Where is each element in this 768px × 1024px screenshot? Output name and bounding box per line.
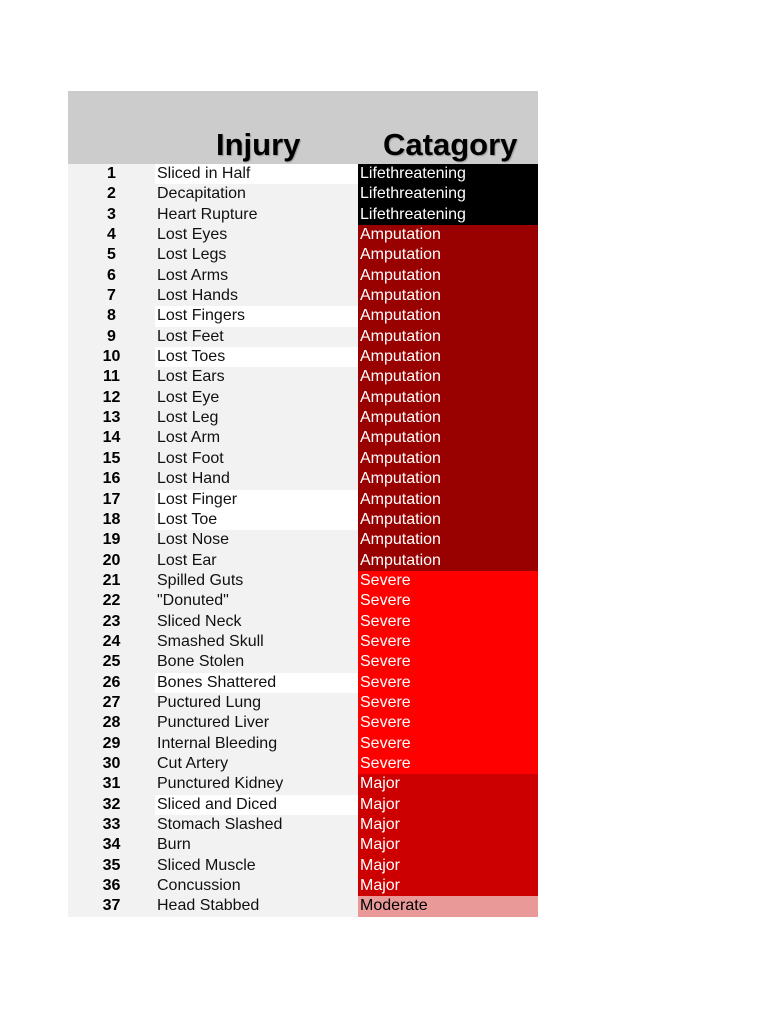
table-row [68, 591, 538, 611]
table-row [68, 754, 538, 774]
category-cell: Lifethreatening [358, 184, 538, 204]
table-row [68, 306, 538, 326]
table-row [68, 774, 538, 794]
category-cell: Severe [358, 734, 538, 754]
table-row [68, 164, 538, 184]
row-number: 11 [68, 367, 155, 387]
row-number: 25 [68, 652, 155, 672]
category-cell: Amputation [358, 306, 538, 326]
row-number: 20 [68, 551, 155, 571]
row-number: 21 [68, 571, 155, 591]
injury-cell: Cut Artery [155, 754, 358, 774]
injury-cell: Lost Legs [155, 245, 358, 265]
category-cell: Amputation [358, 551, 538, 571]
category-cell: Amputation [358, 428, 538, 448]
injury-cell: Sliced and Diced [155, 795, 358, 815]
injury-cell: Spilled Guts [155, 571, 358, 591]
row-number: 8 [68, 306, 155, 326]
table-row [68, 347, 538, 367]
injury-cell: Lost Fingers [155, 306, 358, 326]
injury-column-header: Injury [216, 127, 301, 162]
injury-cell: Decapitation [155, 184, 358, 204]
table-body [68, 164, 538, 917]
injury-cell: Lost Arms [155, 266, 358, 286]
category-cell: Amputation [358, 266, 538, 286]
injury-cell: Punctured Kidney [155, 774, 358, 794]
row-number: 3 [68, 205, 155, 225]
injury-cell: Smashed Skull [155, 632, 358, 652]
table-row [68, 367, 538, 387]
row-number: 34 [68, 835, 155, 855]
row-number: 10 [68, 347, 155, 367]
injury-table [68, 91, 538, 917]
injury-cell: "Donuted" [155, 591, 358, 611]
injury-cell: Lost Nose [155, 530, 358, 550]
category-cell: Amputation [358, 327, 538, 347]
row-number: 30 [68, 754, 155, 774]
row-number: 18 [68, 510, 155, 530]
row-number: 31 [68, 774, 155, 794]
category-cell: Severe [358, 591, 538, 611]
category-cell: Severe [358, 632, 538, 652]
table-row [68, 815, 538, 835]
category-cell: Severe [358, 713, 538, 733]
injury-cell: Lost Hand [155, 469, 358, 489]
category-cell: Major [358, 856, 538, 876]
injury-cell: Burn [155, 835, 358, 855]
row-number: 33 [68, 815, 155, 835]
category-cell: Major [358, 876, 538, 896]
injury-cell: Internal Bleeding [155, 734, 358, 754]
table-row [68, 469, 538, 489]
category-cell: Amputation [358, 449, 538, 469]
table-row [68, 428, 538, 448]
table-row [68, 795, 538, 815]
injury-cell: Heart Rupture [155, 205, 358, 225]
row-number: 7 [68, 286, 155, 306]
category-cell: Major [358, 815, 538, 835]
table-row [68, 530, 538, 550]
injury-cell: Lost Eye [155, 388, 358, 408]
injury-cell: Lost Ears [155, 367, 358, 387]
category-cell: Severe [358, 754, 538, 774]
category-cell: Amputation [358, 347, 538, 367]
table-row [68, 632, 538, 652]
row-number: 15 [68, 449, 155, 469]
table-row [68, 856, 538, 876]
table-row [68, 490, 538, 510]
category-cell: Amputation [358, 388, 538, 408]
row-number: 5 [68, 245, 155, 265]
injury-cell: Sliced Muscle [155, 856, 358, 876]
category-cell: Major [358, 835, 538, 855]
injury-cell: Sliced Neck [155, 612, 358, 632]
table-row [68, 225, 538, 245]
row-number: 23 [68, 612, 155, 632]
table-row [68, 266, 538, 286]
table-row [68, 551, 538, 571]
table-row [68, 896, 538, 916]
injury-cell: Lost Feet [155, 327, 358, 347]
table-row [68, 510, 538, 530]
category-cell: Severe [358, 612, 538, 632]
category-cell: Amputation [358, 225, 538, 245]
row-number: 27 [68, 693, 155, 713]
table-row [68, 388, 538, 408]
category-cell: Amputation [358, 469, 538, 489]
table-row [68, 652, 538, 672]
category-cell: Amputation [358, 286, 538, 306]
injury-cell: Bone Stolen [155, 652, 358, 672]
row-number: 16 [68, 469, 155, 489]
category-cell: Severe [358, 571, 538, 591]
table-row [68, 734, 538, 754]
category-cell: Amputation [358, 245, 538, 265]
category-cell: Moderate [358, 896, 538, 916]
injury-cell: Concussion [155, 876, 358, 896]
row-number: 2 [68, 184, 155, 204]
table-row [68, 205, 538, 225]
table-row [68, 408, 538, 428]
injury-cell: Lost Toe [155, 510, 358, 530]
row-number: 13 [68, 408, 155, 428]
category-cell: Lifethreatening [358, 205, 538, 225]
injury-cell: Lost Finger [155, 490, 358, 510]
table-row [68, 713, 538, 733]
row-number: 17 [68, 490, 155, 510]
injury-cell: Sliced in Half [155, 164, 358, 184]
category-cell: Major [358, 795, 538, 815]
table-row [68, 835, 538, 855]
row-number: 36 [68, 876, 155, 896]
category-cell: Amputation [358, 408, 538, 428]
row-number: 14 [68, 428, 155, 448]
table-row [68, 327, 538, 347]
injury-cell: Lost Hands [155, 286, 358, 306]
category-cell: Amputation [358, 367, 538, 387]
table-row [68, 876, 538, 896]
injury-cell: Bones Shattered [155, 673, 358, 693]
row-number: 1 [68, 164, 155, 184]
injury-cell: Punctured Liver [155, 713, 358, 733]
category-cell: Severe [358, 652, 538, 672]
row-number: 6 [68, 266, 155, 286]
row-number: 9 [68, 327, 155, 347]
category-cell: Major [358, 774, 538, 794]
category-cell: Amputation [358, 490, 538, 510]
row-number: 19 [68, 530, 155, 550]
row-number: 12 [68, 388, 155, 408]
injury-cell: Stomach Slashed [155, 815, 358, 835]
row-number: 4 [68, 225, 155, 245]
category-cell: Severe [358, 693, 538, 713]
injury-cell: Lost Arm [155, 428, 358, 448]
category-cell: Amputation [358, 510, 538, 530]
row-number: 29 [68, 734, 155, 754]
row-number: 22 [68, 591, 155, 611]
injury-cell: Head Stabbed [155, 896, 358, 916]
injury-cell: Puctured Lung [155, 693, 358, 713]
table-row [68, 245, 538, 265]
injury-cell: Lost Ear [155, 551, 358, 571]
table-row [68, 693, 538, 713]
row-number: 28 [68, 713, 155, 733]
category-cell: Severe [358, 673, 538, 693]
table-row [68, 612, 538, 632]
table-row [68, 571, 538, 591]
table-row [68, 673, 538, 693]
category-cell: Amputation [358, 530, 538, 550]
row-number: 35 [68, 856, 155, 876]
table-row [68, 184, 538, 204]
row-number: 37 [68, 896, 155, 916]
injury-cell: Lost Eyes [155, 225, 358, 245]
injury-cell: Lost Foot [155, 449, 358, 469]
row-number: 26 [68, 673, 155, 693]
table-row [68, 286, 538, 306]
category-cell: Lifethreatening [358, 164, 538, 184]
injury-cell: Lost Toes [155, 347, 358, 367]
table-row [68, 449, 538, 469]
injury-cell: Lost Leg [155, 408, 358, 428]
row-number: 32 [68, 795, 155, 815]
category-column-header: Catagory [383, 127, 518, 162]
table-header [68, 91, 538, 164]
row-number: 24 [68, 632, 155, 652]
